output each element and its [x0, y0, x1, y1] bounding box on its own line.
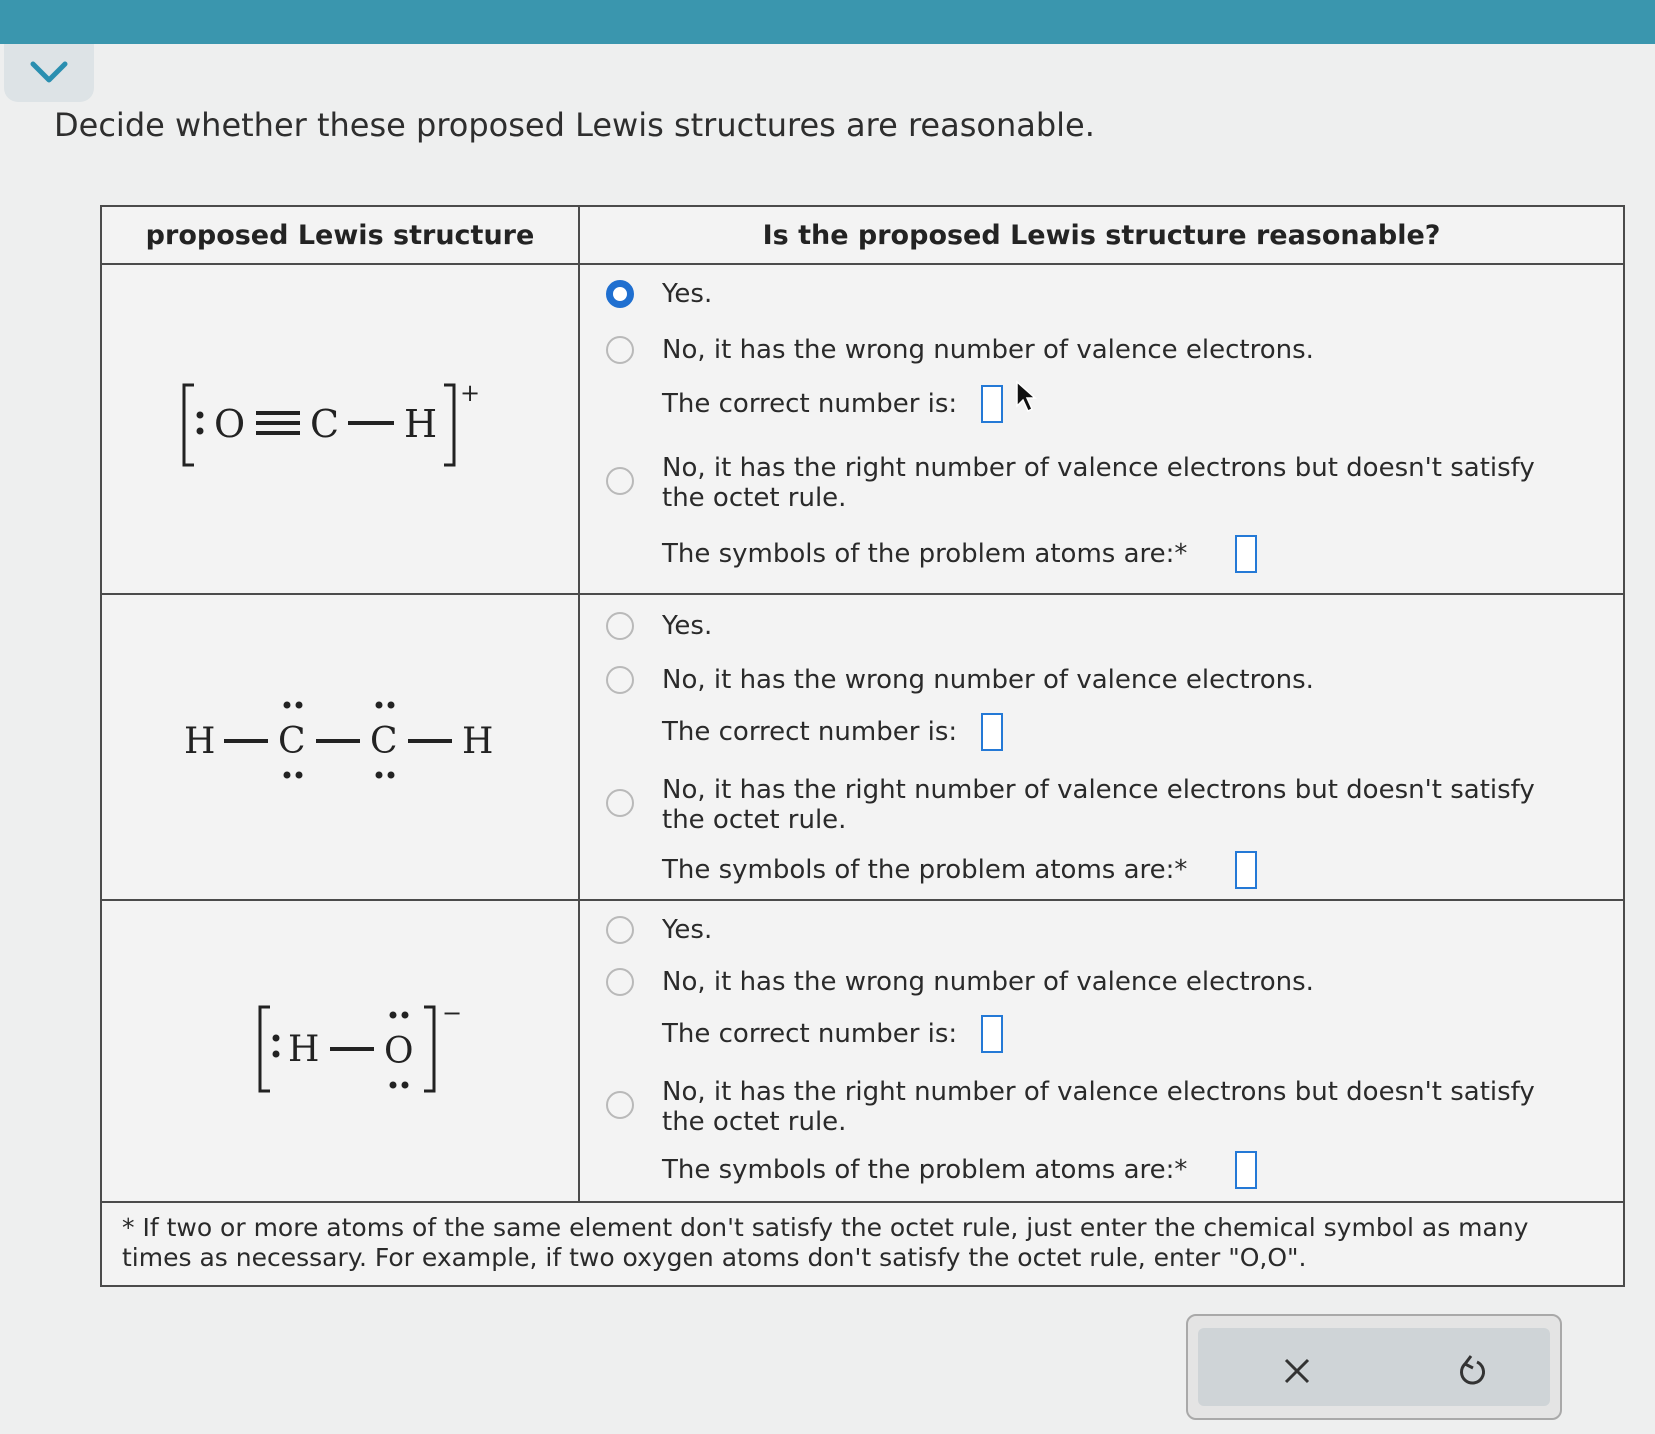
charge-label: + — [460, 379, 481, 407]
radio-yes[interactable] — [606, 916, 634, 944]
problem-atoms-row: The symbols of the problem atoms are:* — [662, 1151, 1257, 1189]
option-octet[interactable]: No, it has the right number of valence electrons but doesn't satisfy the octet rule. — [606, 1077, 1582, 1137]
option-wrong-count[interactable]: No, it has the wrong number of valence electrons. — [606, 335, 1582, 365]
problem-atoms-input[interactable] — [1235, 535, 1257, 573]
mouse-pointer-icon — [1015, 380, 1037, 414]
option-octet[interactable]: No, it has the right number of valence electrons but doesn't satisfy the octet rule. — [606, 453, 1582, 513]
table-row — [101, 900, 1624, 1202]
table-row — [101, 264, 1624, 594]
answer-options-1 — [580, 265, 1623, 591]
correct-number-input[interactable] — [981, 385, 1003, 423]
answer-options-2 — [580, 595, 1623, 897]
lewis-structure-2 — [101, 594, 579, 900]
radio-octet[interactable] — [606, 467, 634, 495]
problem-atoms-row: The symbols of the problem atoms are:* — [662, 535, 1257, 573]
problem-atoms-input[interactable] — [1235, 1151, 1257, 1189]
question-prompt: Decide whether these proposed Lewis structures are reasonable. — [54, 106, 1095, 144]
radio-octet[interactable] — [606, 789, 634, 817]
option-yes[interactable]: Yes. — [606, 915, 1582, 945]
option-yes[interactable]: Yes. — [606, 611, 1582, 641]
correct-number-row: The correct number is: — [662, 1015, 1003, 1053]
option-wrong-count[interactable]: No, it has the wrong number of valence electrons. — [606, 665, 1582, 695]
header-reasonable: Is the proposed Lewis structure reasonable? — [579, 206, 1624, 264]
radio-wrong-count[interactable] — [606, 968, 634, 996]
atom-symbol: H — [404, 402, 438, 446]
correct-number-input[interactable] — [981, 1015, 1003, 1053]
atom-symbol: O — [214, 402, 246, 446]
correct-number-row: The correct number is: — [662, 385, 1037, 423]
header-structure: proposed Lewis structure — [101, 206, 579, 264]
atom-symbol: H — [462, 721, 494, 762]
lewis-structure-1 — [101, 264, 579, 594]
table-row — [101, 594, 1624, 900]
radio-yes[interactable] — [606, 280, 634, 308]
atom-symbol: C — [370, 721, 398, 762]
action-bar — [1186, 1314, 1562, 1420]
correct-number-row: The correct number is: — [662, 713, 1003, 751]
option-wrong-count[interactable]: No, it has the wrong number of valence electrons. — [606, 967, 1582, 997]
correct-number-input[interactable] — [981, 713, 1003, 751]
atom-symbol: C — [310, 402, 340, 446]
problem-atoms-input[interactable] — [1235, 851, 1257, 889]
radio-wrong-count[interactable] — [606, 666, 634, 694]
atom-symbol: C — [278, 721, 306, 762]
chevron-down-icon — [29, 60, 69, 86]
option-octet[interactable]: No, it has the right number of valence electrons but doesn't satisfy the octet rule. — [606, 775, 1582, 835]
lewis-structure-3 — [101, 900, 579, 1202]
lewis-structure-table — [100, 205, 1625, 1287]
atom-symbol: H — [184, 721, 216, 762]
charge-label: − — [442, 999, 463, 1027]
atom-symbol: H — [288, 1029, 320, 1070]
radio-yes[interactable] — [606, 612, 634, 640]
footnote: * If two or more atoms of the same element don't satisfy the octet rule, just enter the chemical symbol as many times as necessary. For example, if two oxygen atoms don't satisfy the octet rule, enter "O,O". — [101, 1202, 1624, 1286]
close-icon — [1282, 1356, 1312, 1386]
radio-wrong-count[interactable] — [606, 336, 634, 364]
atom-symbol: O — [384, 1031, 414, 1072]
problem-atoms-row: The symbols of the problem atoms are:* — [662, 851, 1257, 889]
top-bar — [0, 0, 1655, 44]
undo-button[interactable] — [1446, 1346, 1496, 1396]
answer-options-3 — [580, 901, 1623, 1199]
radio-octet[interactable] — [606, 1091, 634, 1119]
undo-icon — [1455, 1354, 1487, 1388]
clear-button[interactable] — [1272, 1346, 1322, 1396]
option-yes[interactable]: Yes. — [606, 279, 1582, 309]
collapse-button[interactable] — [4, 44, 94, 102]
